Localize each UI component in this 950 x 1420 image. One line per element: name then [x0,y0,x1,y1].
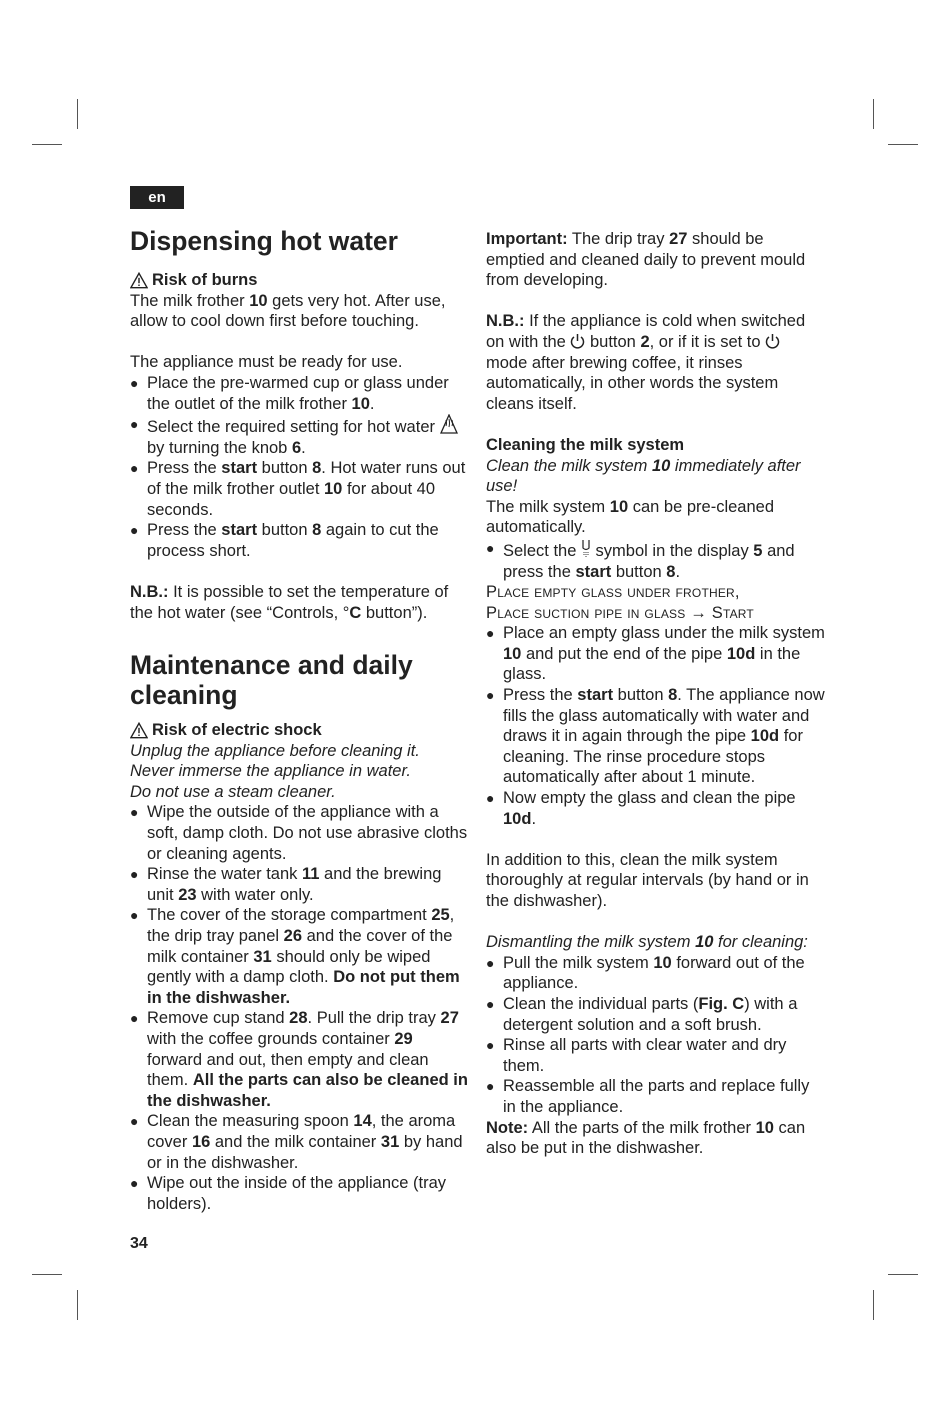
list-item: ● Clean the individual parts (Fig. C) with a detergent solution and a soft brush. [486,994,826,1035]
nb-paragraph: N.B.: It is possible to set the temperature of the hot water (see “Controls, °C button”). [130,582,449,622]
list-item: ● Rinse all parts with clear water and dry them. [486,1035,826,1076]
warning-shock [130,720,470,741]
paragraph: The appliance must be ready for use. [130,353,403,372]
list-item: ● The cover of the storage compartment 25, the drip tray panel 26 and the cover of the milk container 31 should only be wiped gently with a damp cloth. Do not put them in the dishwasher. [130,905,470,1008]
power-icon [765,333,780,349]
warning-triangle-icon [130,272,148,289]
warning-label: Risk of burns [152,271,258,289]
paragraph: In addition to this, clean the milk system thoroughly at regular intervals (by hand or in the dishwasher). [486,850,809,910]
left-column [130,226,470,1214]
crop-mark [873,99,874,129]
hot-water-steps [130,373,470,561]
cleaning-steps [486,623,826,829]
power-icon [570,333,585,349]
list-item: ● Clean the measuring spoon 14, the aroma cover 16 and the milk container 31 by hand or in the dishwasher. [130,1111,470,1173]
subheading-cleaning: Cleaning the milk system [486,435,685,454]
note-paragraph: Note: All the parts of the milk frother 10 can also be put in the dishwasher. [486,1118,806,1158]
display-text: Place suction pipe in glass → Start [486,603,754,622]
list-item: ● Select the required setting for hot water by turning the knob 6. [130,414,470,458]
crop-mark [888,1274,918,1275]
dismantling-steps [486,953,826,1118]
list-item: ● Wipe the outside of the appliance with a soft, damp cloth. Do not use abrasive cloths or cleaning agents. [130,802,470,864]
paragraph: The milk system 10 can be pre-cleaned automatically. [486,497,774,537]
heading-maintenance: Maintenance and daily cleaning [130,650,413,711]
right-column [486,229,826,1159]
display-text: Place empty glass under frother, [486,583,740,602]
list-item: ● Press the start button 8. The appliance now fills the glass automatically with water and draws it in again through the pipe 10d for cleaning. The rinse procedure stops automatically after about 1 minute. [486,685,826,788]
cleaning-steps [486,538,826,582]
maintenance-steps [130,802,470,1214]
crop-mark [32,144,62,145]
list-item: ● Pull the milk system 10 forward out of the appliance. [486,953,826,994]
nb-paragraph: N.B.: If the appliance is cold when switched on with the button 2, or if it is set to mode after brewing coffee, it rinses automatically, in other words the system cleans itself. [486,312,806,413]
paragraph: The milk frother 10 gets very hot. After use, allow to cool down first before touching. [130,291,446,331]
paragraph: Dismantling the milk system 10 for cleaning: [486,933,808,952]
list-item: ● Remove cup stand 28. Pull the drip tray 27 with the coffee grounds container 29 forward and out, then empty and clean them. All the parts can also be cleaned in the dishwasher. [130,1008,470,1111]
list-item: ● Press the start button 8 again to cut the process short. [130,520,470,561]
crop-mark [77,99,78,129]
page-number: 34 [130,1235,148,1252]
important-paragraph: Important: The drip tray 27 should be emptied and cleaned daily to prevent mould from developing. [486,230,806,290]
crop-mark [77,1290,78,1320]
warning-burns [130,270,470,291]
list-item: ● Place an empty glass under the milk system 10 and put the end of the pipe 10d in the glass. [486,623,826,685]
paragraph: Unplug the appliance before cleaning it. Never immerse the appliance in water. Do not use a steam cleaner. [130,741,420,801]
paragraph: Clean the milk system 10 immediately after use! [486,456,801,496]
list-item: ● Rinse the water tank 11 and the brewing unit 23 with water only. [130,864,470,905]
heading-hot-water: Dispensing hot water [130,226,398,256]
list-item: ● Place the pre-warmed cup or glass under the outlet of the milk frother 10. [130,373,470,414]
crop-mark [888,144,918,145]
list-item: ● Wipe out the inside of the appliance (tray holders). [130,1173,470,1214]
list-item: ● Reassemble all the parts and replace fully in the appliance. [486,1076,826,1117]
warning-triangle-icon [130,722,148,739]
language-tag: en [130,186,184,209]
warning-label: Risk of electric shock [152,721,322,740]
hot-water-icon [440,414,458,434]
list-item: ● Select the symbol in the display 5 and press the start button 8. [486,538,826,582]
crop-mark [873,1290,874,1320]
milk-system-icon [581,538,591,558]
list-item: ● Now empty the glass and clean the pipe 10d. [486,788,826,829]
list-item: ● Press the start button 8. Hot water runs out of the milk frother outlet 10 for about 40 seconds. [130,458,470,520]
crop-mark [32,1274,62,1275]
arrow-icon: → [690,603,707,622]
